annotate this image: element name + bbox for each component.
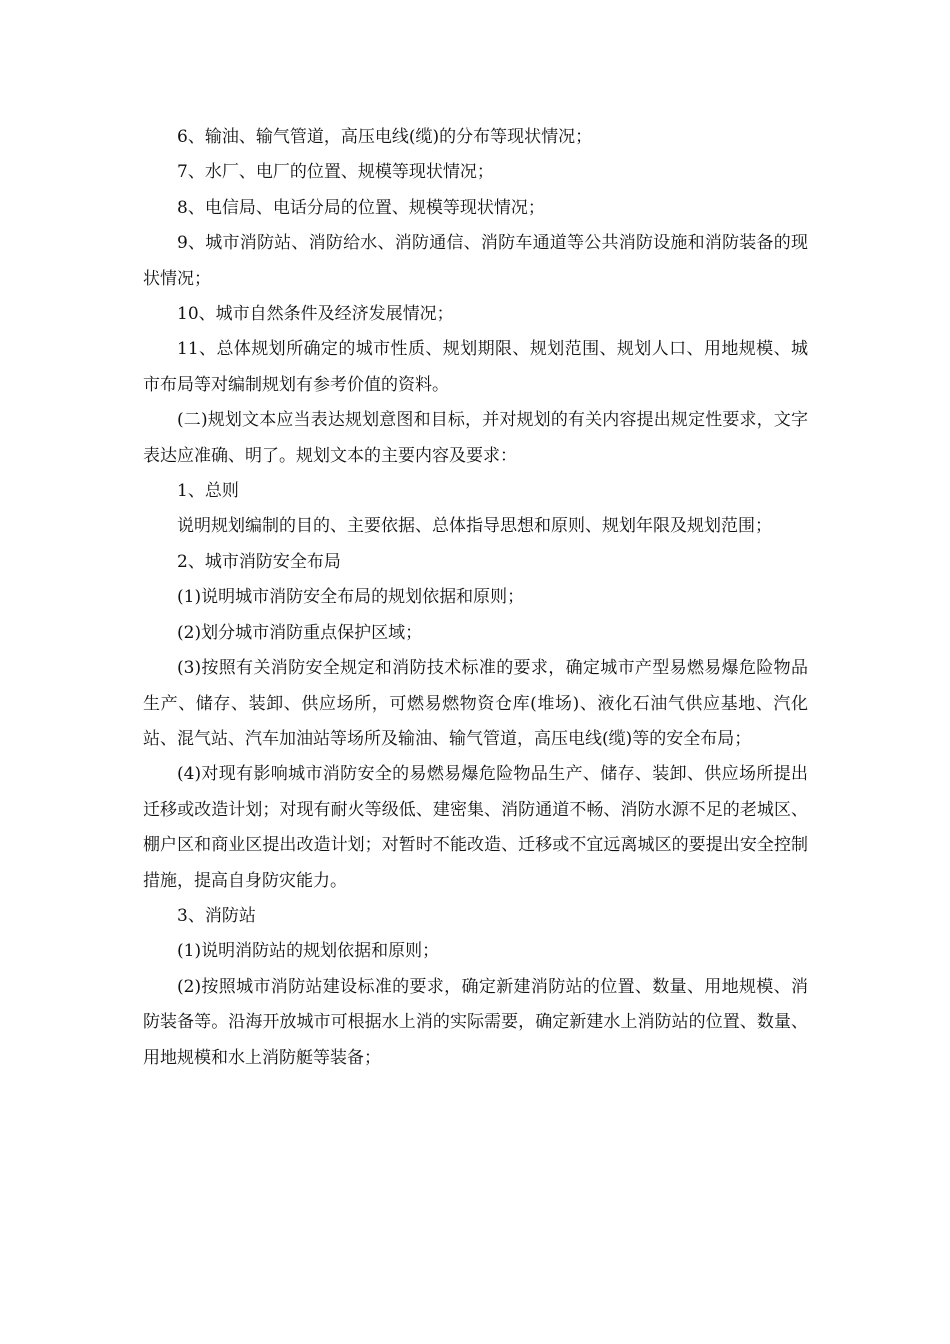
document-page	[143, 120, 808, 1076]
paragraph-station-2: (2)按照城市消防站建设标准的要求，确定新建消防站的位置、数量、用地规模、消防装备等。沿海开放城市可根据水上消的实际需要，确定新建水上消防站的位置、数量、用地规模和水上消防艇等装备；	[143, 976, 808, 1068]
paragraph-general-desc: 说明规划编制的目的、主要依据、总体指导思想和原则、规划年限及规划范围；	[177, 516, 772, 537]
subsection-fire-station: 3、消防站	[177, 905, 256, 926]
paragraph-item-11: 11、总体规划所确定的城市性质、规划期限、规划范围、规划人口、用地规模、城市布局等对编制规划有参考价值的资料。	[143, 339, 808, 395]
paragraph-item-6: 6、输油、输气管道，高压电线(缆)的分布等现状情况；	[177, 127, 593, 147]
paragraph-item-8: 8、电信局、电话分局的位置、规模等现状情况；	[177, 197, 545, 218]
paragraph-item-9: 9、城市消防站、消防给水、消防通信、消防车通道等公共消防设施和消防装备的现状情况；	[143, 233, 808, 289]
paragraph-item-10: 10、城市自然条件及经济发展情况；	[177, 304, 454, 325]
paragraph-layout-3: (3)按照有关消防安全规定和消防技术标准的要求，确定城市产型易燃易爆危险物品生产、储存、装卸、供应场所，可燃易燃物资仓库(堆场)、液化石油气供应基地、汽化站、混气站、汽车加油站等场所及输油、输气管道，高压电线(缆)等的安全布局；	[143, 658, 808, 749]
paragraph-item-7: 7、水厂、电厂的位置、规模等现状情况；	[177, 162, 494, 183]
paragraph-station-1: (1)说明消防站的规划依据和原则；	[177, 941, 440, 962]
subsection-safety-layout: 2、城市消防安全布局	[177, 551, 341, 572]
subsection-general: 1、总则	[177, 481, 239, 502]
paragraph-layout-2: (2)划分城市消防重点保护区域；	[177, 622, 423, 643]
section-heading-2: (二)规划文本应当表达规划意图和目标，并对规划的有关内容提出规定性要求，文字表达应准确、明了。规划文本的主要内容及要求：	[143, 410, 808, 466]
paragraph-layout-1: (1)说明城市消防安全布局的规划依据和原则；	[177, 587, 525, 608]
paragraph-layout-4: (4)对现有影响城市消防安全的易燃易爆危险物品生产、储存、装卸、供应场所提出迁移或改造计划；对现有耐火等级低、建密集、消防通道不畅、消防水源不足的老城区、棚户区和商业区提出改造计划；对暂时不能改造、迁移或不宜远离城区的要提出安全控制措施，提高自身防灾能力。	[143, 764, 808, 891]
